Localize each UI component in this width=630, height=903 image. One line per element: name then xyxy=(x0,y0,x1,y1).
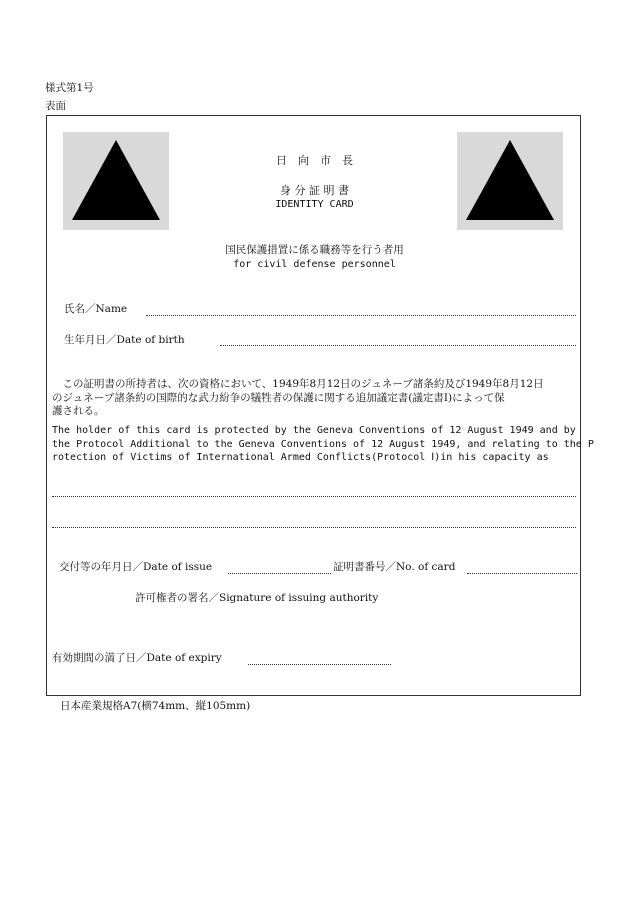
statement-en-line: The holder of this card is protected by the Geneva Conventions of 12 August 1949 and by xyxy=(52,425,576,436)
capacity-line-1[interactable] xyxy=(52,496,576,497)
capacity-line-2[interactable] xyxy=(52,527,576,528)
statement-en xyxy=(52,424,594,465)
footer-note: 日本産業規格A7(横74mm、縦105mm) xyxy=(60,700,251,712)
expiry-field-line[interactable] xyxy=(248,664,391,665)
statement-ja xyxy=(52,378,544,419)
issuer: 日 向 市 長 xyxy=(276,154,353,167)
card-title-ja: 身 分 証 明 書 xyxy=(280,184,349,197)
form-number: 様式第1号 xyxy=(45,82,94,94)
dob-field-line[interactable] xyxy=(220,345,576,346)
card-number-field-line[interactable] xyxy=(467,573,577,574)
expiry-label: 有効期間の満了日／Date of expiry xyxy=(52,652,222,664)
name-field-line[interactable] xyxy=(146,315,576,316)
statement-en-line: the Protocol Additional to the Geneva Conventions of 12 August 1949, and relating to the P xyxy=(52,438,594,450)
issue-date-label: 交付等の年月日／Date of issue xyxy=(59,561,213,573)
side-label: 表面 xyxy=(45,100,66,112)
signature-label: 許可権者の署名／Signature of issuing authority xyxy=(135,592,379,604)
statement-en-line: rotection of Victims of International Armed Conflicts(Protocol Ⅰ)in his capacity as xyxy=(52,452,549,463)
purpose-en: for civil defense personnel xyxy=(233,259,396,270)
dob-label: 生年月日／Date of birth xyxy=(64,334,185,346)
identity-card xyxy=(46,115,594,696)
card-title-en: IDENTITY CARD xyxy=(275,199,354,210)
statement-ja-line: この証明書の所持者は、次の資格において、1949年8月12日のジュネーブ諸条約及び1949年8月12日 xyxy=(52,378,544,390)
card-number-label: 証明書番号／No. of card xyxy=(333,561,456,573)
name-label: 氏名／Name xyxy=(64,303,128,315)
purpose-ja: 国民保護措置に係る職務等を行う者用 xyxy=(225,244,404,256)
emblem-left xyxy=(63,132,169,230)
issue-date-field-line[interactable] xyxy=(228,573,331,574)
statement-ja-line: 護される。 xyxy=(52,405,105,417)
statement-ja-line: のジュネーブ諸条約の国際的な武力紛争の犠牲者の保護に関する追加議定書(議定書Ⅰ)によって保 xyxy=(52,391,505,404)
emblem-right xyxy=(457,132,563,230)
